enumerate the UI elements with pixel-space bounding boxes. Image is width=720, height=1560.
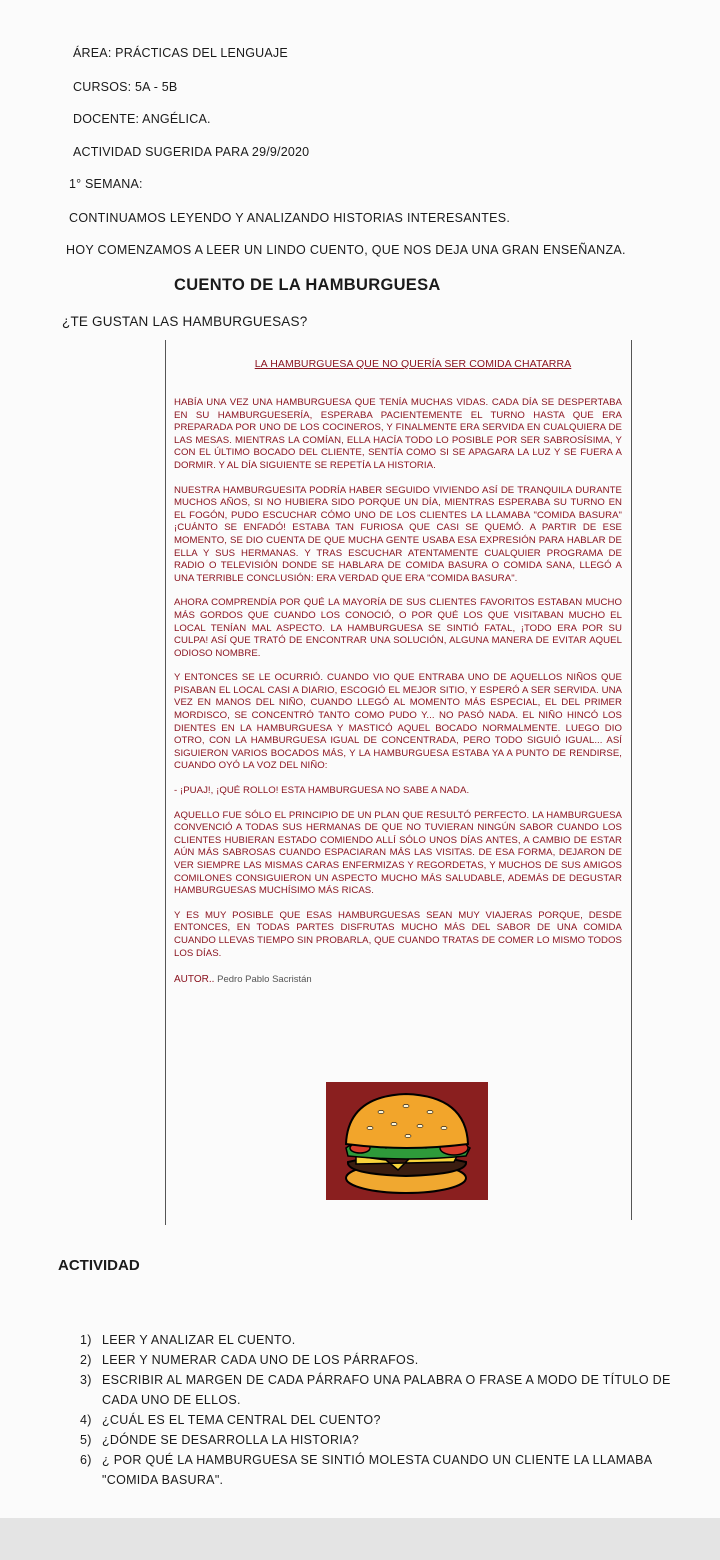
- list-item: [80, 1350, 680, 1370]
- docente-label: DOCENTE: ANGÉLICA.: [73, 112, 211, 126]
- hamburger-icon: [326, 1082, 488, 1200]
- story-author: [174, 974, 622, 985]
- hamburger-illustration: [326, 1082, 488, 1200]
- story-paragraph-3: AHORA COMPRENDÍA POR QUÉ LA MAYORÍA DE SUS CLIENTES FAVORITOS ESTABAN MUCHO MÁS GORDOS QUE CUANDO LOS CONOCIÓ, O POR QUÉ LOS QUE VISITABAN MUCHO EL LOCAL TENÍAN MAL ASPECTO. LA HAMBURGUESA SE SINTIÓ FATAL, ¡TODO ERA POR SU CULPA! ASÍ QUE TRATÓ DE ENCONTRAR UNA SOLUCIÓN, ALGUNA MANERA DE EVITAR AQUEL ODIOSO NOMBRE.: [174, 597, 622, 659]
- list-item-text: ¿ POR QUÉ LA HAMBURGUESA SE SINTIÓ MOLESTA CUANDO UN CLIENTE LA LLAMABA "COMIDA BASURA".: [102, 1453, 652, 1487]
- list-item-number: 3): [80, 1373, 92, 1387]
- story-paragraph-1: HABÍA UNA VEZ UNA HAMBURGUESA QUE TENÍA MUCHAS VIDAS. CADA DÍA SE DESPERTABA EN SU HAMBURGUESERÍA, ESPERABA PACIENTEMENTE EL TURNO HASTA QUE ERA PREPARADA POR UNO DE LOS COCINEROS, Y FINALMENTE ERA SERVIDA EN CUALQUIERA DE LAS MESAS. MIENTRAS LA COMÍAN, ELLA HACÍA TODO LO POSIBLE POR SER SABROSÍSIMA, Y CON EL ÚLTIMO BOCADO DEL CLIENTE, SENTÍA COMO SI SE APAGARA LA LUZ Y SE FUERA A DORMIR. Y AL DÍA SIGUIENTE SE REPETÍA LA HISTORIA.: [174, 397, 622, 471]
- activity-title: ACTIVIDAD: [58, 1257, 140, 1274]
- list-item: [80, 1430, 680, 1450]
- list-item-text: ESCRIBIR AL MARGEN DE CADA PÁRRAFO UNA PALABRA O FRASE A MODO DE TÍTULO DE CADA UNO DE ELLOS.: [102, 1373, 671, 1407]
- list-item-text: LEER Y NUMERAR CADA UNO DE LOS PÁRRAFOS.: [102, 1353, 419, 1367]
- list-item-number: 5): [80, 1433, 92, 1447]
- list-item: [80, 1410, 680, 1430]
- list-item-text: ¿DÓNDE SE DESARROLLA LA HISTORIA?: [102, 1433, 359, 1447]
- semana-label: 1° SEMANA:: [69, 177, 143, 191]
- list-item-number: 4): [80, 1413, 92, 1427]
- bottom-margin: [0, 1518, 720, 1560]
- story-text: [174, 358, 622, 985]
- story-paragraph-6: AQUELLO FUE SÓLO EL PRINCIPIO DE UN PLAN QUE RESULTÓ PERFECTO. LA HAMBURGUESA CONVENCIÓ A TODAS SUS HERMANAS DE QUE NO TUVIERAN NINGÚN SABOR CUANDO LOS CLIENTES HUBIERAN ESTADO COMIENDO ALLÍ SÓLO UNOS DÍAS ANTES, A CAMBIO DE ESTAR AÚN MÁS SABROSAS CUANDO ESPACIARAN MÁS LAS VISITAS. DE ESA FORMA, DEJARON DE VER SIEMPRE LAS MISMAS CARAS ENFERMIZAS Y REGORDETAS, Y MUCHOS DE SUS AMIGOS COMILONES CONSIGUIERON UN ASPECTO MUCHO MÁS SALUDABLE, ADEMÁS DE DEGUSTAR HAMBURGUESAS MUCHÍSIMO MÁS RICAS.: [174, 809, 622, 897]
- story-paragraph-7: Y ES MUY POSIBLE QUE ESAS HAMBURGUESAS SEAN MUY VIAJERAS PORQUE, DESDE ENTONCES, EN TODAS PARTES DISFRUTAS MUCHO MÁS DEL SABOR DE UNA COMIDA CUANDO LLEVAS TIEMPO SIN PROBARLA, QUE CUANDO TRATAS DE COMER LO MISMO TODOS LOS DÍAS.: [174, 909, 622, 959]
- story-paragraph-4: Y ENTONCES SE LE OCURRIÓ. CUANDO VIO QUE ENTRABA UNO DE AQUELLOS NIÑOS QUE PISABAN EL LOCAL CASI A DIARIO, ESCOGIÓ EL MEJOR SITIO, Y ESPERÓ A SER SERVIDA. UNA VEZ EN MANOS DEL NIÑO, CUANDO LLEGÓ AL MOMENTO MÁS ESPECIAL, EL DEL PRIMER MORDISCO, SE CONCENTRÓ TANTO COMO PUDO Y... NO PASÓ NADA. EL NIÑO HINCÓ LOS DIENTES EN LA HAMBURGUESA Y MASTICÓ AQUEL BOCADO NORMALMENTE. LUEGO DIO OTRO, CON LA HAMBURGUESA IGUAL DE CONCENTRADA, PERO TODO SIGUIÓ IGUAL... ASÍ SIGUIERON VARIOS BOCADOS MÁS, Y LA HAMBURGUESA ESTABA YA A PUNTO DE RENDIRSE, CUANDO OYÓ LA VOZ DEL NIÑO:: [174, 672, 622, 772]
- area-label: ÁREA: PRÁCTICAS DEL LENGUAJE: [73, 46, 288, 60]
- story-title: LA HAMBURGUESA QUE NO QUERÍA SER COMIDA CHATARRA: [254, 358, 572, 370]
- author-label: AUTOR..: [174, 974, 218, 986]
- list-item: [80, 1370, 680, 1410]
- list-item-number: 2): [80, 1353, 92, 1367]
- story-paragraph-2: NUESTRA HAMBURGUESITA PODRÍA HABER SEGUIDO VIVIENDO ASÍ DE TRANQUILA DURANTE MUCHOS AÑOS, SI NO HUBIERA SIDO PORQUE UN DÍA, MIENTRAS ESPERABA SU TURNO EN EL FOGÓN, PUDO ESCUCHAR CÓMO UNO DE LOS CLIENTES LA LLAMABA "COMIDA BASURA" ¡CUÁNTO SE ENFADÓ! ESTABA TAN FURIOSA QUE CASI SE QUEMÓ. A PARTIR DE ESE MOMENTO, SE DIO CUENTA DE QUE MUCHA GENTE USABA ESA EXPRESIÓN PARA HABLAR DE ELLA Y SUS HERMANAS. Y TRAS ESCUCHAR ATENTAMENTE CUALQUIER PROGRAMA DE RADIO O TELEVISIÓN DONDE SE HABLARA DE COMIDA BASURA O COMIDA SANA, LLEGÓ A UNA TERRIBLE CONCLUSIÓN: ERA VERDAD QUE ERA "COMIDA BASURA".: [174, 484, 622, 584]
- story-paragraph-5: - ¡PUAJ!, ¡QUÉ ROLLO! ESTA HAMBURGUESA NO SABE A NADA.: [174, 785, 470, 797]
- intro-line-1: CONTINUAMOS LEYENDO Y ANALIZANDO HISTORIAS INTERESANTES.: [69, 211, 511, 225]
- list-item-text: ¿CUÁL ES EL TEMA CENTRAL DEL CUENTO?: [102, 1413, 381, 1427]
- list-item: [80, 1450, 680, 1490]
- list-item-number: 1): [80, 1333, 92, 1347]
- author-name: Pedro Pablo Sacristán: [217, 974, 312, 986]
- activity-list: [80, 1330, 680, 1490]
- actividad-date-label: ACTIVIDAD SUGERIDA PARA 29/9/2020: [73, 145, 310, 159]
- intro-line-2: HOY COMENZAMOS A LEER UN LINDO CUENTO, QUE NOS DEJA UNA GRAN ENSEÑANZA.: [66, 243, 626, 257]
- list-item-text: LEER Y ANALIZAR EL CUENTO.: [102, 1333, 296, 1347]
- list-item-number: 6): [80, 1453, 92, 1467]
- story-frame-right: [631, 340, 632, 1220]
- list-item: [80, 1330, 680, 1350]
- story-frame-left: [165, 340, 166, 1225]
- question-heading: ¿TE GUSTAN LAS HAMBURGUESAS?: [62, 314, 308, 329]
- cursos-label: CURSOS: 5A - 5B: [73, 80, 178, 94]
- main-title: CUENTO DE LA HAMBURGUESA: [174, 276, 441, 294]
